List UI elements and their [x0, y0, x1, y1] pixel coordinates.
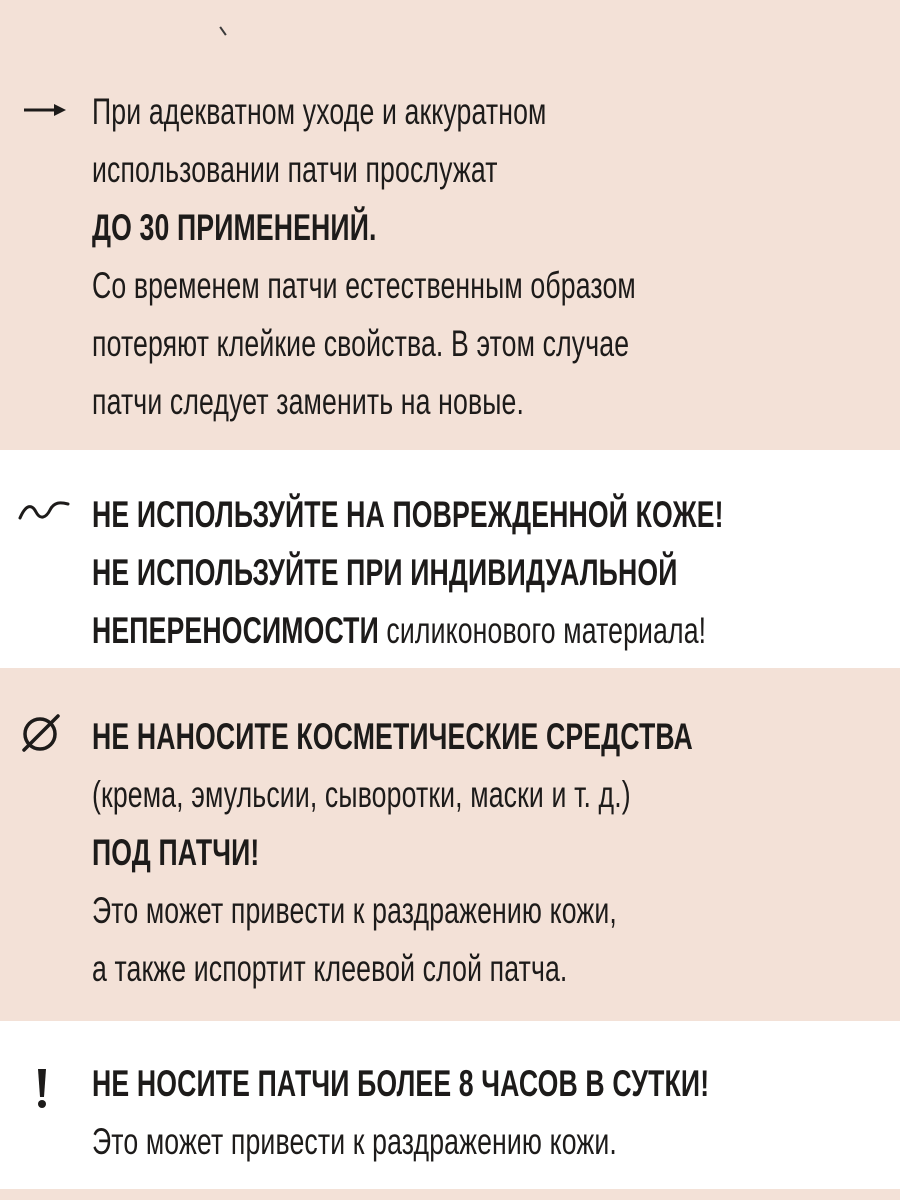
damaged-skin-line-3 [92, 602, 724, 660]
prohibited-circle-icon [18, 710, 64, 756]
cosmetics-line-1: НЕ НАНОСИТЕ КОСМЕТИЧЕСКИЕ СРЕДСТВА [92, 716, 693, 757]
wear-time-text [92, 1055, 900, 1171]
decorative-tick [219, 26, 226, 35]
care-line-2: использовании патчи прослужат [92, 149, 498, 190]
wave-damaged-skin-icon [16, 496, 72, 522]
damaged-skin-text [92, 486, 900, 660]
section-wear-time [0, 1021, 900, 1189]
care-text [92, 83, 847, 431]
exclamation-icon [34, 1067, 50, 1111]
section-damaged-skin [0, 450, 900, 668]
section-care [0, 0, 900, 450]
bottom-strip [0, 1189, 900, 1200]
care-line-5: потеряют клейкие свойства. В этом случае [92, 323, 630, 364]
cosmetics-line-5: а также испортит клеевой слой патча. [92, 948, 568, 989]
section-cosmetics [0, 668, 900, 1021]
cosmetics-line-4: Это может привести к раздражению кожи, [92, 890, 617, 931]
cosmetics-text [92, 708, 900, 998]
damaged-skin-line-3-regular: силиконового материала! [378, 610, 707, 651]
cosmetics-line-3: ПОД ПАТЧИ! [92, 832, 260, 873]
care-line-3: ДО 30 ПРИМЕНЕНИЙ. [92, 207, 377, 248]
care-line-4: Со временем патчи естественным образом [92, 265, 636, 306]
damaged-skin-line-3-bold: НЕПЕРЕНОСИМОСТИ [92, 610, 379, 651]
care-line-6: патчи следует заменить на новые. [92, 381, 525, 422]
cosmetics-line-2: (крема, эмульсии, сыворотки, маски и т. д.) [92, 774, 631, 815]
care-line-1: При адекватном уходе и аккуратном [92, 91, 547, 132]
damaged-skin-line-2: НЕ ИСПОЛЬЗУЙТЕ ПРИ ИНДИВИДУАЛЬНОЙ [92, 552, 678, 593]
arrow-right-icon [22, 102, 68, 118]
wear-time-line-1: НЕ НОСИТЕ ПАТЧИ БОЛЕЕ 8 ЧАСОВ В СУТКИ! [92, 1063, 710, 1104]
damaged-skin-line-1: НЕ ИСПОЛЬЗУЙТЕ НА ПОВРЕЖДЕННОЙ КОЖЕ! [92, 494, 724, 535]
wear-time-line-2: Это может привести к раздражению кожи. [92, 1121, 617, 1162]
